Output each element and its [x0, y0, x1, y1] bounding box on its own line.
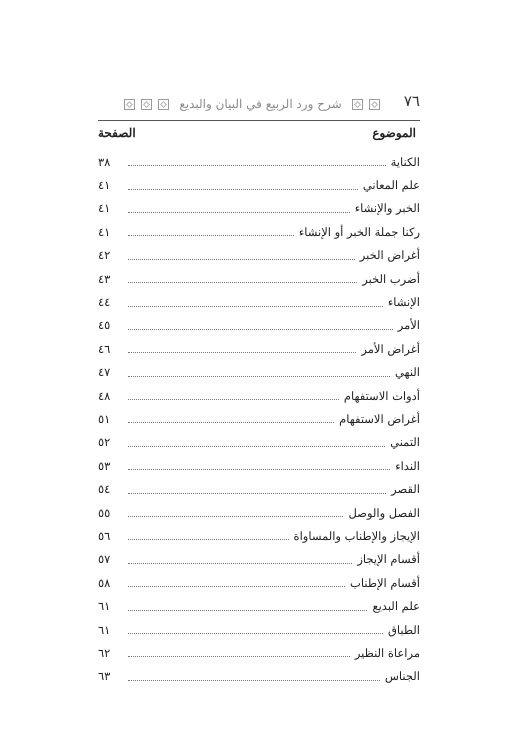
toc-entry: [98, 571, 420, 594]
toc-entry: [98, 150, 420, 173]
toc-entry: [98, 173, 420, 196]
dot-leader: [128, 282, 357, 283]
toc-entry-title: أغراض الخبر: [359, 248, 420, 263]
toc-entry-title: أغراض الأمر: [361, 341, 420, 356]
header-ornament-row: [120, 94, 384, 114]
toc-entry: [98, 267, 420, 290]
toc-entry-page: ٤٨: [98, 388, 111, 403]
dot-leader: [128, 469, 390, 470]
toc-entry-page: ٦٢: [98, 645, 111, 660]
dot-leader: [128, 165, 386, 166]
toc-entry-title: الإيجاز والإطناب والمساواة: [293, 528, 420, 543]
toc-entry: [98, 431, 420, 454]
ornament-icon: [369, 99, 380, 110]
header-rule: [98, 120, 420, 121]
topic-column-header: الموضوع: [372, 126, 416, 140]
toc-entry: [98, 407, 420, 430]
toc-entry-title: الأمر: [397, 318, 420, 333]
toc-entry-page: ٤٧: [98, 365, 111, 380]
dot-leader: [128, 352, 356, 353]
toc-entry: [98, 477, 420, 500]
toc-entry-title: مراعاة النظير: [354, 645, 420, 660]
toc-entry-page: ٥٦: [98, 528, 111, 543]
toc-entry-page: ٥٧: [98, 552, 111, 567]
toc-entry-title: الفصل والوصل: [348, 505, 420, 520]
toc-entry: [98, 337, 420, 360]
page-number: ٧٦: [403, 92, 420, 110]
toc-entry-title: أقسام الإيجاز: [357, 552, 420, 567]
dot-leader: [128, 399, 339, 400]
toc-entry-page: ٦١: [98, 599, 111, 614]
toc-entry-title: أدوات الاستفهام: [343, 388, 420, 403]
toc-entry-page: ٦١: [98, 622, 111, 637]
dot-leader: [128, 376, 390, 377]
toc-entry: [98, 594, 420, 617]
toc-entry-page: ٦٣: [98, 669, 111, 684]
toc-entry-title: أقسام الإطناب: [350, 575, 420, 590]
dot-leader: [128, 422, 334, 423]
running-header: [98, 92, 420, 118]
toc-entry: [98, 618, 420, 641]
toc-entry-title: النهي: [394, 365, 420, 380]
toc-entry-page: ٤١: [98, 178, 111, 193]
toc-entry-page: ٣٨: [98, 154, 111, 169]
toc-entry-page: ٤٦: [98, 341, 111, 356]
toc-entry-title: أضرب الخبر: [362, 271, 420, 286]
toc-entry-title: النداء: [395, 458, 420, 473]
dot-leader: [128, 680, 380, 681]
dot-leader: [128, 586, 345, 587]
toc-entry-page: ٤٥: [98, 318, 111, 333]
dot-leader: [128, 610, 367, 611]
dot-leader: [128, 516, 343, 517]
dot-leader: [128, 189, 358, 190]
toc-entry-title: الكناية: [390, 154, 420, 169]
dot-leader: [128, 563, 352, 564]
toc-entry: [98, 361, 420, 384]
toc-entry-page: ٥٨: [98, 575, 111, 590]
toc-entry-title: علم البديع: [372, 599, 420, 614]
toc-entry: [98, 454, 420, 477]
ornament-icon: [352, 99, 363, 110]
toc-entry-page: ٤١: [98, 201, 111, 216]
toc-entry: [98, 314, 420, 337]
toc-entry-title: علم المعاني: [362, 178, 420, 193]
toc-entry-title: أغراض الاستفهام: [339, 411, 420, 426]
toc-entry-page: ٥٣: [98, 458, 111, 473]
toc-entry-page: ٤٣: [98, 271, 111, 286]
dot-leader: [128, 259, 355, 260]
page-column-header: الصفحة: [98, 126, 136, 140]
dot-leader: [128, 235, 294, 236]
toc-entry: [98, 665, 420, 688]
toc-entry-title: الخبر والإنشاء: [354, 201, 420, 216]
toc-entry: [98, 548, 420, 571]
toc-entry-page: ٥٤: [98, 482, 111, 497]
toc-entry-title: ركنا جملة الخبر أو الإنشاء: [298, 224, 420, 239]
toc-entry: [98, 244, 420, 267]
ornament-icon: [124, 99, 135, 110]
toc-entry: [98, 501, 420, 524]
toc-entry-page: ٤١: [98, 224, 111, 239]
toc-entry-title: التمني: [390, 435, 420, 450]
toc-entry-page: ٤٤: [98, 295, 111, 310]
toc-list: [98, 150, 420, 688]
dot-leader: [128, 493, 386, 494]
toc-entry: [98, 384, 420, 407]
toc-entry-page: ٥٢: [98, 435, 111, 450]
dot-leader: [128, 539, 289, 540]
dot-leader: [128, 633, 383, 634]
dot-leader: [128, 329, 393, 330]
dot-leader: [128, 212, 350, 213]
toc-entry-title: الجناس: [384, 669, 420, 684]
toc-entry-page: ٥٥: [98, 505, 111, 520]
toc-entry: [98, 197, 420, 220]
toc-entry: [98, 524, 420, 547]
toc-entry-title: الطباق: [387, 622, 420, 637]
dot-leader: [128, 656, 350, 657]
dot-leader: [128, 306, 383, 307]
toc-entry: [98, 220, 420, 243]
toc-entry: [98, 641, 420, 664]
toc-entry-title: القصر: [391, 482, 420, 497]
toc-entry-page: ٥١: [98, 411, 111, 426]
column-headers: [98, 126, 420, 144]
dot-leader: [128, 446, 385, 447]
header-title: شرح ورد الربيع في البيان والبديع: [179, 97, 342, 111]
ornament-icon: [158, 99, 169, 110]
toc-entry: [98, 290, 420, 313]
toc-entry-page: ٤٢: [98, 248, 111, 263]
ornament-icon: [141, 99, 152, 110]
toc-entry-title: الإنشاء: [387, 295, 420, 310]
